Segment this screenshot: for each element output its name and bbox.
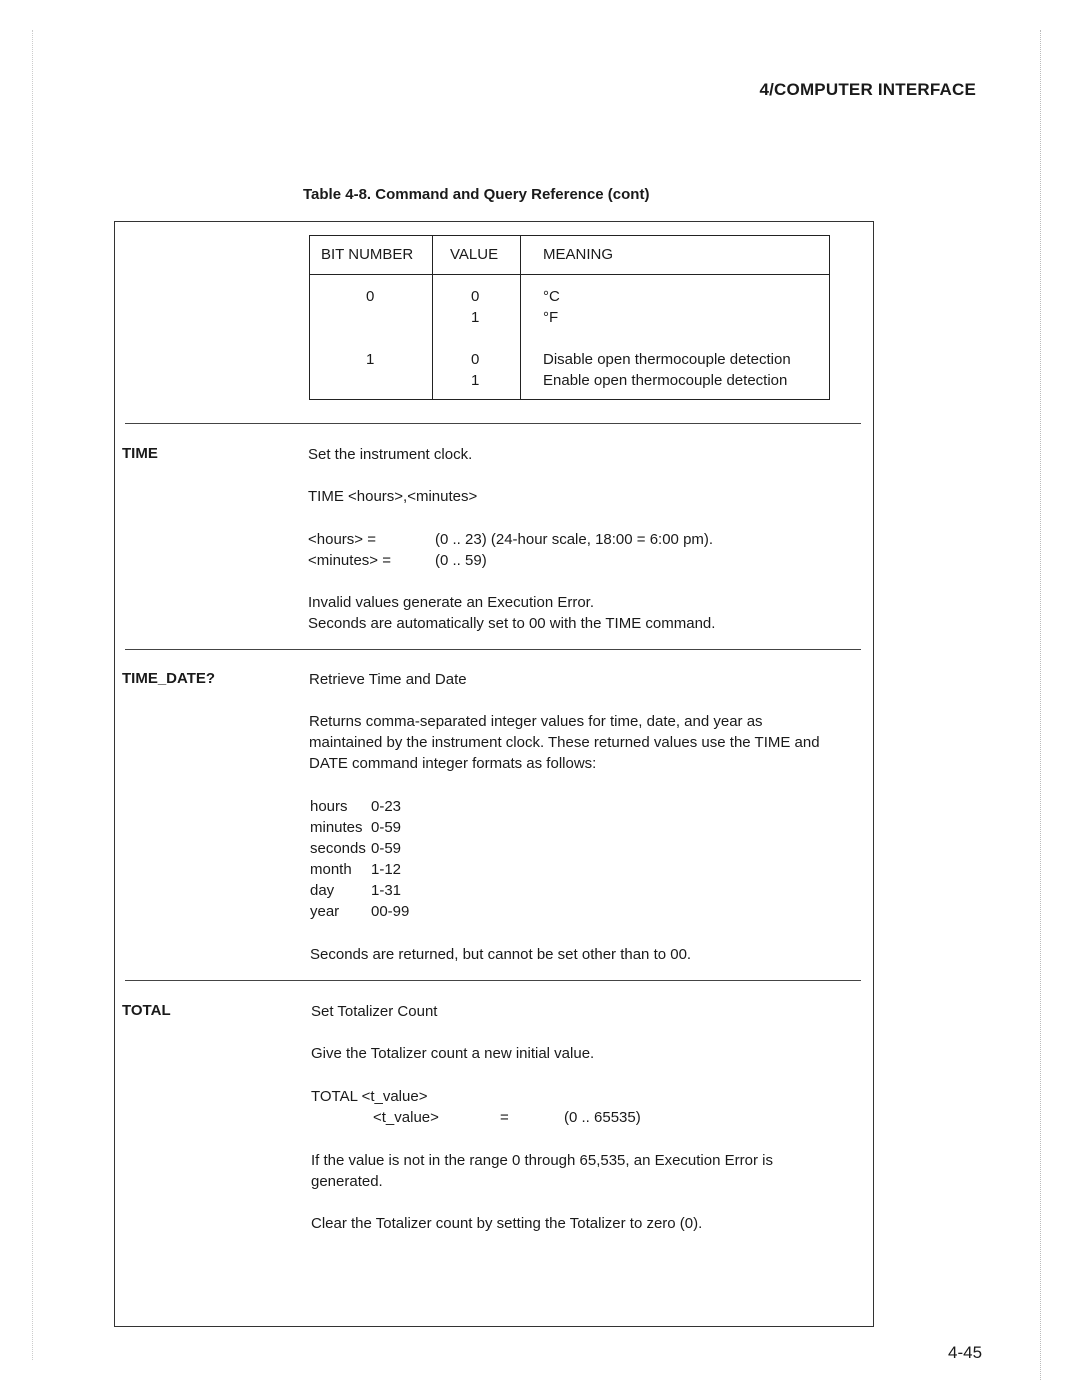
meaning-cell: Enable open thermocouple detection <box>543 372 788 389</box>
total-description: Set Totalizer Count <box>311 1003 438 1020</box>
format-range: 1-31 <box>371 882 402 899</box>
section-header: 4/COMPUTER INTERFACE <box>759 80 976 99</box>
time-date-paragraph: maintained by the instrument clock. These returned values use the TIME and <box>309 734 820 751</box>
format-name: day <box>310 882 335 899</box>
format-name: seconds <box>310 840 366 857</box>
bit-cell: 1 <box>366 351 375 368</box>
col-header-meaning: MEANING <box>543 246 614 263</box>
command-time-date: TIME_DATE? <box>122 670 216 687</box>
format-name: month <box>310 861 352 878</box>
total-clear-note: Clear the Totalizer count by setting the Totalizer to zero (0). <box>311 1215 703 1232</box>
time-syntax: TIME <hours>,<minutes> <box>308 488 478 505</box>
command-total: TOTAL <box>122 1002 171 1019</box>
page-edge-left <box>32 30 33 1360</box>
format-range: 0-59 <box>371 819 402 836</box>
format-name: hours <box>310 798 348 815</box>
col-header-value: VALUE <box>450 246 499 263</box>
time-note: Invalid values generate an Execution Error. <box>308 594 595 611</box>
bit-table-divider <box>432 236 433 399</box>
total-note: generated. <box>311 1173 383 1190</box>
time-date-paragraph: DATE command integer formats as follows: <box>309 755 597 772</box>
section-divider <box>125 423 861 424</box>
page-number: 4-45 <box>948 1343 983 1362</box>
page-edge-right <box>1040 30 1041 1380</box>
time-date-note: Seconds are returned, but cannot be set other than to 00. <box>310 946 692 963</box>
time-param-minutes: <minutes> = <box>308 552 391 569</box>
time-date-paragraph: Returns comma-separated integer values for time, date, and year as <box>309 713 763 730</box>
meaning-cell: °C <box>543 288 560 305</box>
time-param-minutes-range: (0 .. 59) <box>435 552 487 569</box>
value-cell: 0 <box>471 351 480 368</box>
bit-table <box>309 235 830 400</box>
table-title: Table 4-8. Command and Query Reference (cont) <box>303 186 650 203</box>
total-param: <t_value> <box>373 1109 439 1126</box>
time-param-hours: <hours> = <box>308 531 376 548</box>
meaning-cell: Disable open thermocouple detection <box>543 351 791 368</box>
time-description: Set the instrument clock. <box>308 446 473 463</box>
total-param-range: (0 .. 65535) <box>564 1109 641 1126</box>
time-date-description: Retrieve Time and Date <box>309 671 467 688</box>
format-name: minutes <box>310 819 363 836</box>
value-cell: 1 <box>471 309 480 326</box>
command-time: TIME <box>122 445 158 462</box>
total-param-equals: = <box>500 1109 509 1126</box>
total-paragraph: Give the Totalizer count a new initial value. <box>311 1045 595 1062</box>
bit-cell: 0 <box>366 288 375 305</box>
value-cell: 0 <box>471 288 480 305</box>
section-divider <box>125 980 861 981</box>
total-note: If the value is not in the range 0 through 65,535, an Execution Error is <box>311 1152 773 1169</box>
format-name: year <box>310 903 340 920</box>
format-range: 1-12 <box>371 861 402 878</box>
time-note: Seconds are automatically set to 00 with the TIME command. <box>308 615 716 632</box>
format-range: 0-59 <box>371 840 402 857</box>
value-cell: 1 <box>471 372 480 389</box>
format-range: 0-23 <box>371 798 402 815</box>
time-param-hours-range: (0 .. 23) (24-hour scale, 18:00 = 6:00 pm). <box>435 531 714 548</box>
meaning-cell: °F <box>543 309 559 326</box>
format-range: 00-99 <box>371 903 410 920</box>
total-syntax: TOTAL <t_value> <box>311 1088 428 1105</box>
bit-table-divider <box>520 236 521 399</box>
col-header-bit: BIT NUMBER <box>321 246 414 263</box>
section-divider <box>125 649 861 650</box>
